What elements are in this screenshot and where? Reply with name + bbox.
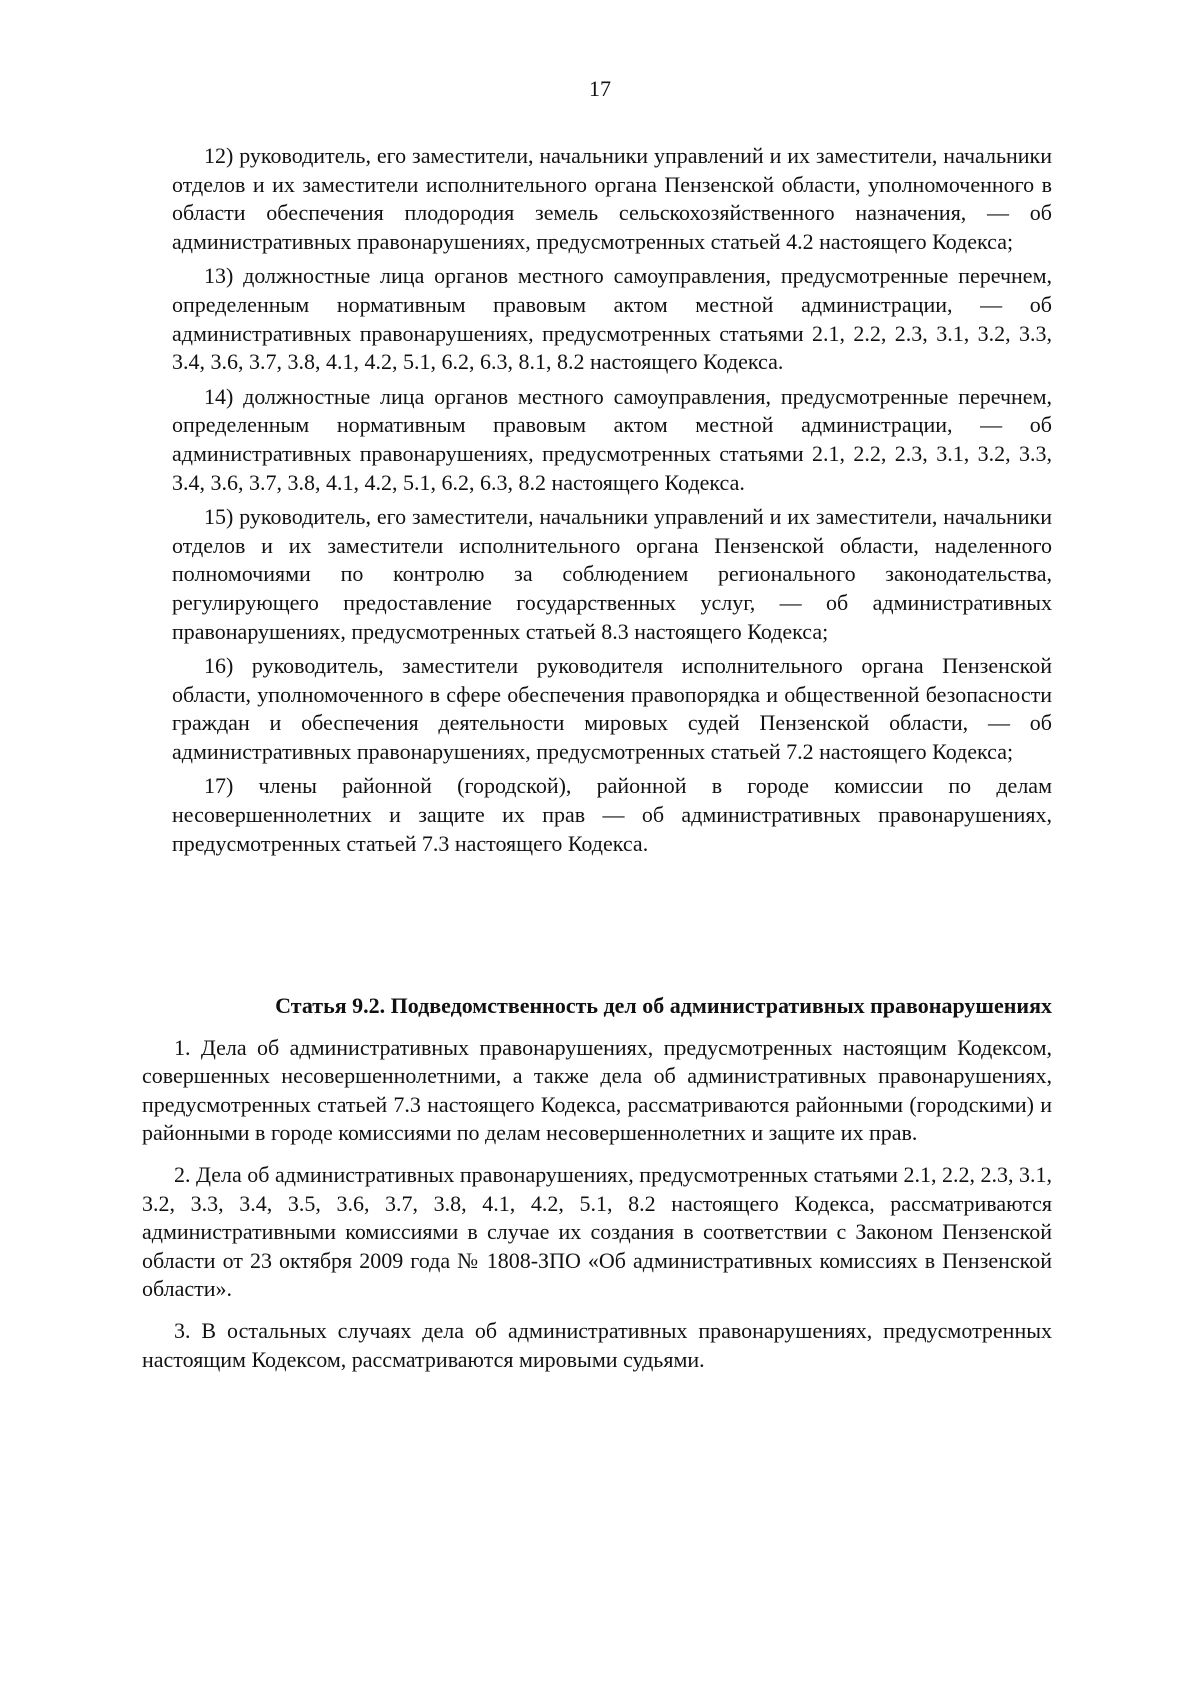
list-item: 15) руководитель, его заместители, начальники управлений и их заместители, начальники отделов и их заместители исполнительного органа Пензенской области, наделенного полномочиями по контролю за соблюдением регионального законодательства, регулирующего предоставление государственных услуг, — об административных правонарушениях, предусмотренных статьей 8.3 настоящего Кодекса; <box>172 504 1052 644</box>
list-item: 12) руководитель, его заместители, начальники управлений и их заместители, начальники отделов и их заместители исполнительного органа Пензенской области, уполномоченного в области обеспечения плодородия земель сельскохозяйственного назначения, — об административных правонарушениях, предусмотренных статьей 4.2 настоящего Кодекса; <box>172 143 1052 254</box>
article-paragraph: 2. Дела об административных правонарушениях, предусмотренных статьями 2.1, 2.2, 2.3, 3.1, 3.2, 3.3, 3.4, 3.5, 3.6, 3.7, 3.8, 4.1, 4.2, 5.1, 8.2 настоящего Кодекса, рассматриваются административными комиссиями в случае их создания в соответствии с Законом Пензенской области от 23 октября 2009 года № 1808-ЗПО «Об административных комиссиях в Пензенской области». <box>142 1161 1052 1302</box>
list-item: 14) должностные лица органов местного самоуправления, предусмотренные перечнем, определенным нормативным правовым актом местной администрации, — об административных правонарушениях, предусмотренных статьями 2.1, 2.2, 2.3, 3.1, 3.2, 3.3, 3.4, 3.6, 3.7, 3.8, 4.1, 4.2, 5.1, 6.2, 6.3, 8.2 настоящего Кодекса. <box>172 383 1052 495</box>
list-item: 16) руководитель, заместители руководителя исполнительного органа Пензенской области, уполномоченного в сфере обеспечения правопорядка и общественной безопасности граждан и обеспечения деятельности мировых судей Пензенской области, — об административных правонарушениях, предусмотренных статьей 7.2 настоящего Кодекса; <box>172 653 1052 764</box>
article-paragraph: 3. В остальных случаях дела об административных правонарушениях, предусмотренных настоящим Кодексом, рассматриваются мировыми судьями. <box>142 1317 1052 1372</box>
article-heading: Статья 9.2. Подведомственность дел об административных правонарушениях <box>275 993 1052 1018</box>
page-number: 17 <box>589 76 611 101</box>
authorized-officials-list <box>172 142 1052 858</box>
article-9-2 <box>142 992 1052 1374</box>
article-paragraph: 1. Дела об административных правонарушениях, предусмотренных настоящим Кодексом, совершенных несовершеннолетними, а также дела об административных правонарушениях, предусмотренных статьей 7.3 настоящего Кодекса, рассматриваются районными (городскими) и районными в городе комиссиями по делам несовершеннолетних и защите их прав. <box>142 1034 1052 1146</box>
list-item: 13) должностные лица органов местного самоуправления, предусмотренные перечнем, определенным нормативным правовым актом местной администрации, — об административных правонарушениях, предусмотренных статьями 2.1, 2.2, 2.3, 3.1, 3.2, 3.3, 3.4, 3.6, 3.7, 3.8, 4.1, 4.2, 5.1, 6.2, 6.3, 8.1, 8.2 настоящего Кодекса. <box>172 263 1052 375</box>
list-item: 17) члены районной (городской), районной в городе комиссии по делам несовершеннолетних и защите их прав — об административных правонарушениях, предусмотренных статьей 7.3 настоящего Кодекса. <box>172 773 1052 856</box>
